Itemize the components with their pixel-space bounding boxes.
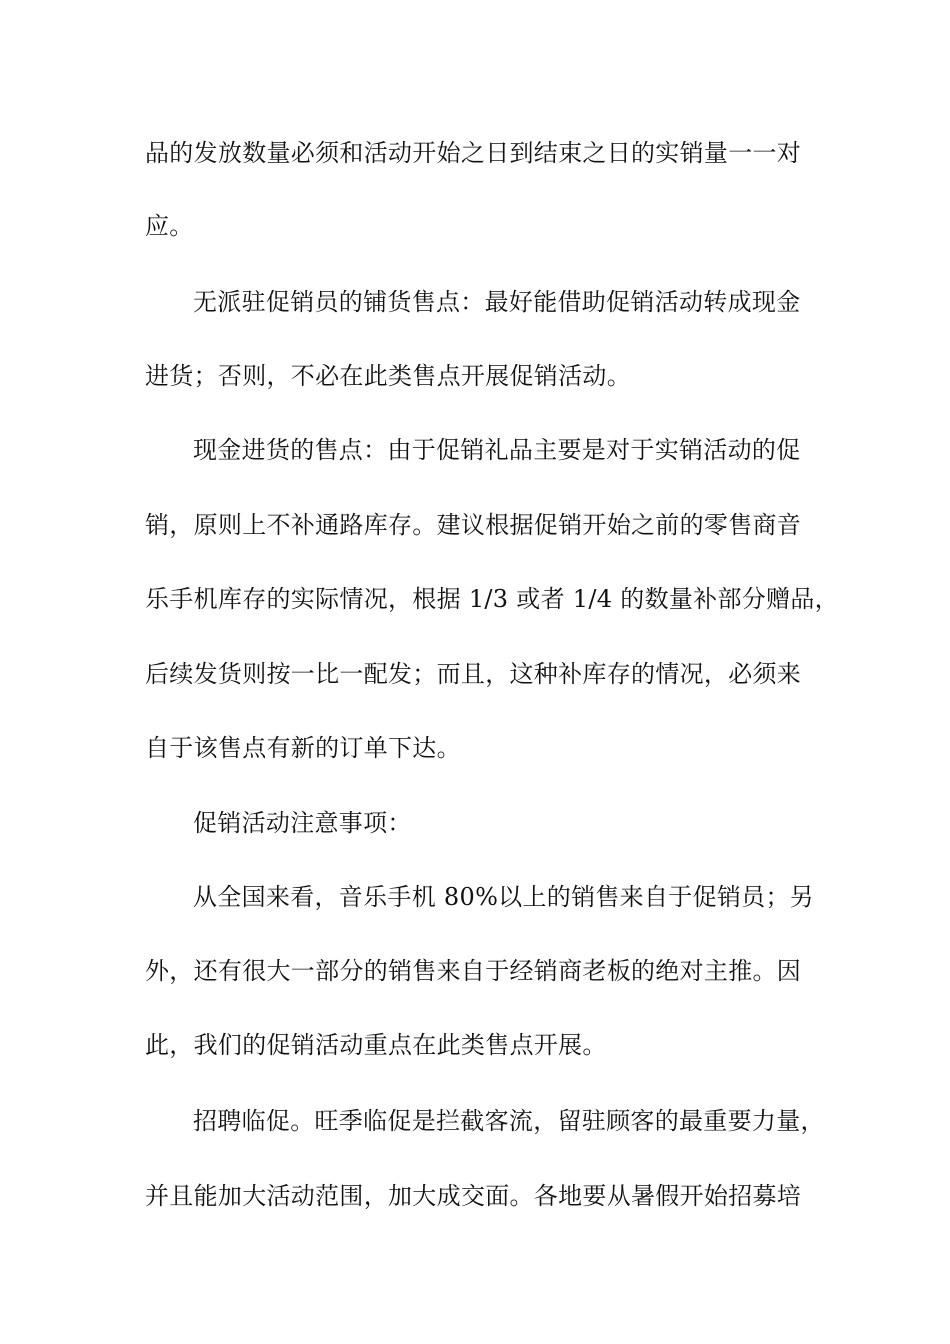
text-line-6: 销，原则上不补通路库存。建议根据促销开始之前的零售商音	[145, 511, 802, 539]
text-line-9: 自于该售点有新的订单下达。	[145, 734, 461, 762]
text-line-4: 进货；否则，不必在此类售点开展促销活动。	[145, 362, 631, 390]
text-line-12: 外，还有很大一部分的销售来自于经销商老板的绝对主推。因	[145, 957, 802, 985]
text-line-2: 应。	[145, 212, 194, 240]
text-line-1: 品的发放数量必须和活动开始之日到结束之日的实销量一一对	[145, 139, 802, 167]
paragraph-start-line: 招聘临促。旺季临促是拦截客流，留驻顾客的最重要力量，	[193, 1107, 825, 1135]
paragraph-start-line: 现金进货的售点：由于促销礼品主要是对于实销活动的促	[193, 436, 801, 464]
paragraph-start-line: 从全国来看，音乐手机 80%以上的销售来自于促销员；另	[193, 883, 815, 911]
text-line-13: 此，我们的促销活动重点在此类售点开展。	[145, 1031, 607, 1059]
text-line-7: 乐手机库存的实际情况，根据 1/3 或者 1/4 的数量补部分赠品，	[145, 585, 839, 613]
paragraph-start-line: 无派驻促销员的铺货售点：最好能借助促销活动转成现金	[193, 288, 801, 316]
section-heading: 促销活动注意事项：	[193, 809, 412, 837]
text-line-8: 后续发货则按一比一配发；而且，这种补库存的情况，必须来	[145, 660, 802, 688]
text-line-15: 并且能加大活动范围，加大成交面。各地要从暑假开始招募培	[145, 1182, 802, 1210]
